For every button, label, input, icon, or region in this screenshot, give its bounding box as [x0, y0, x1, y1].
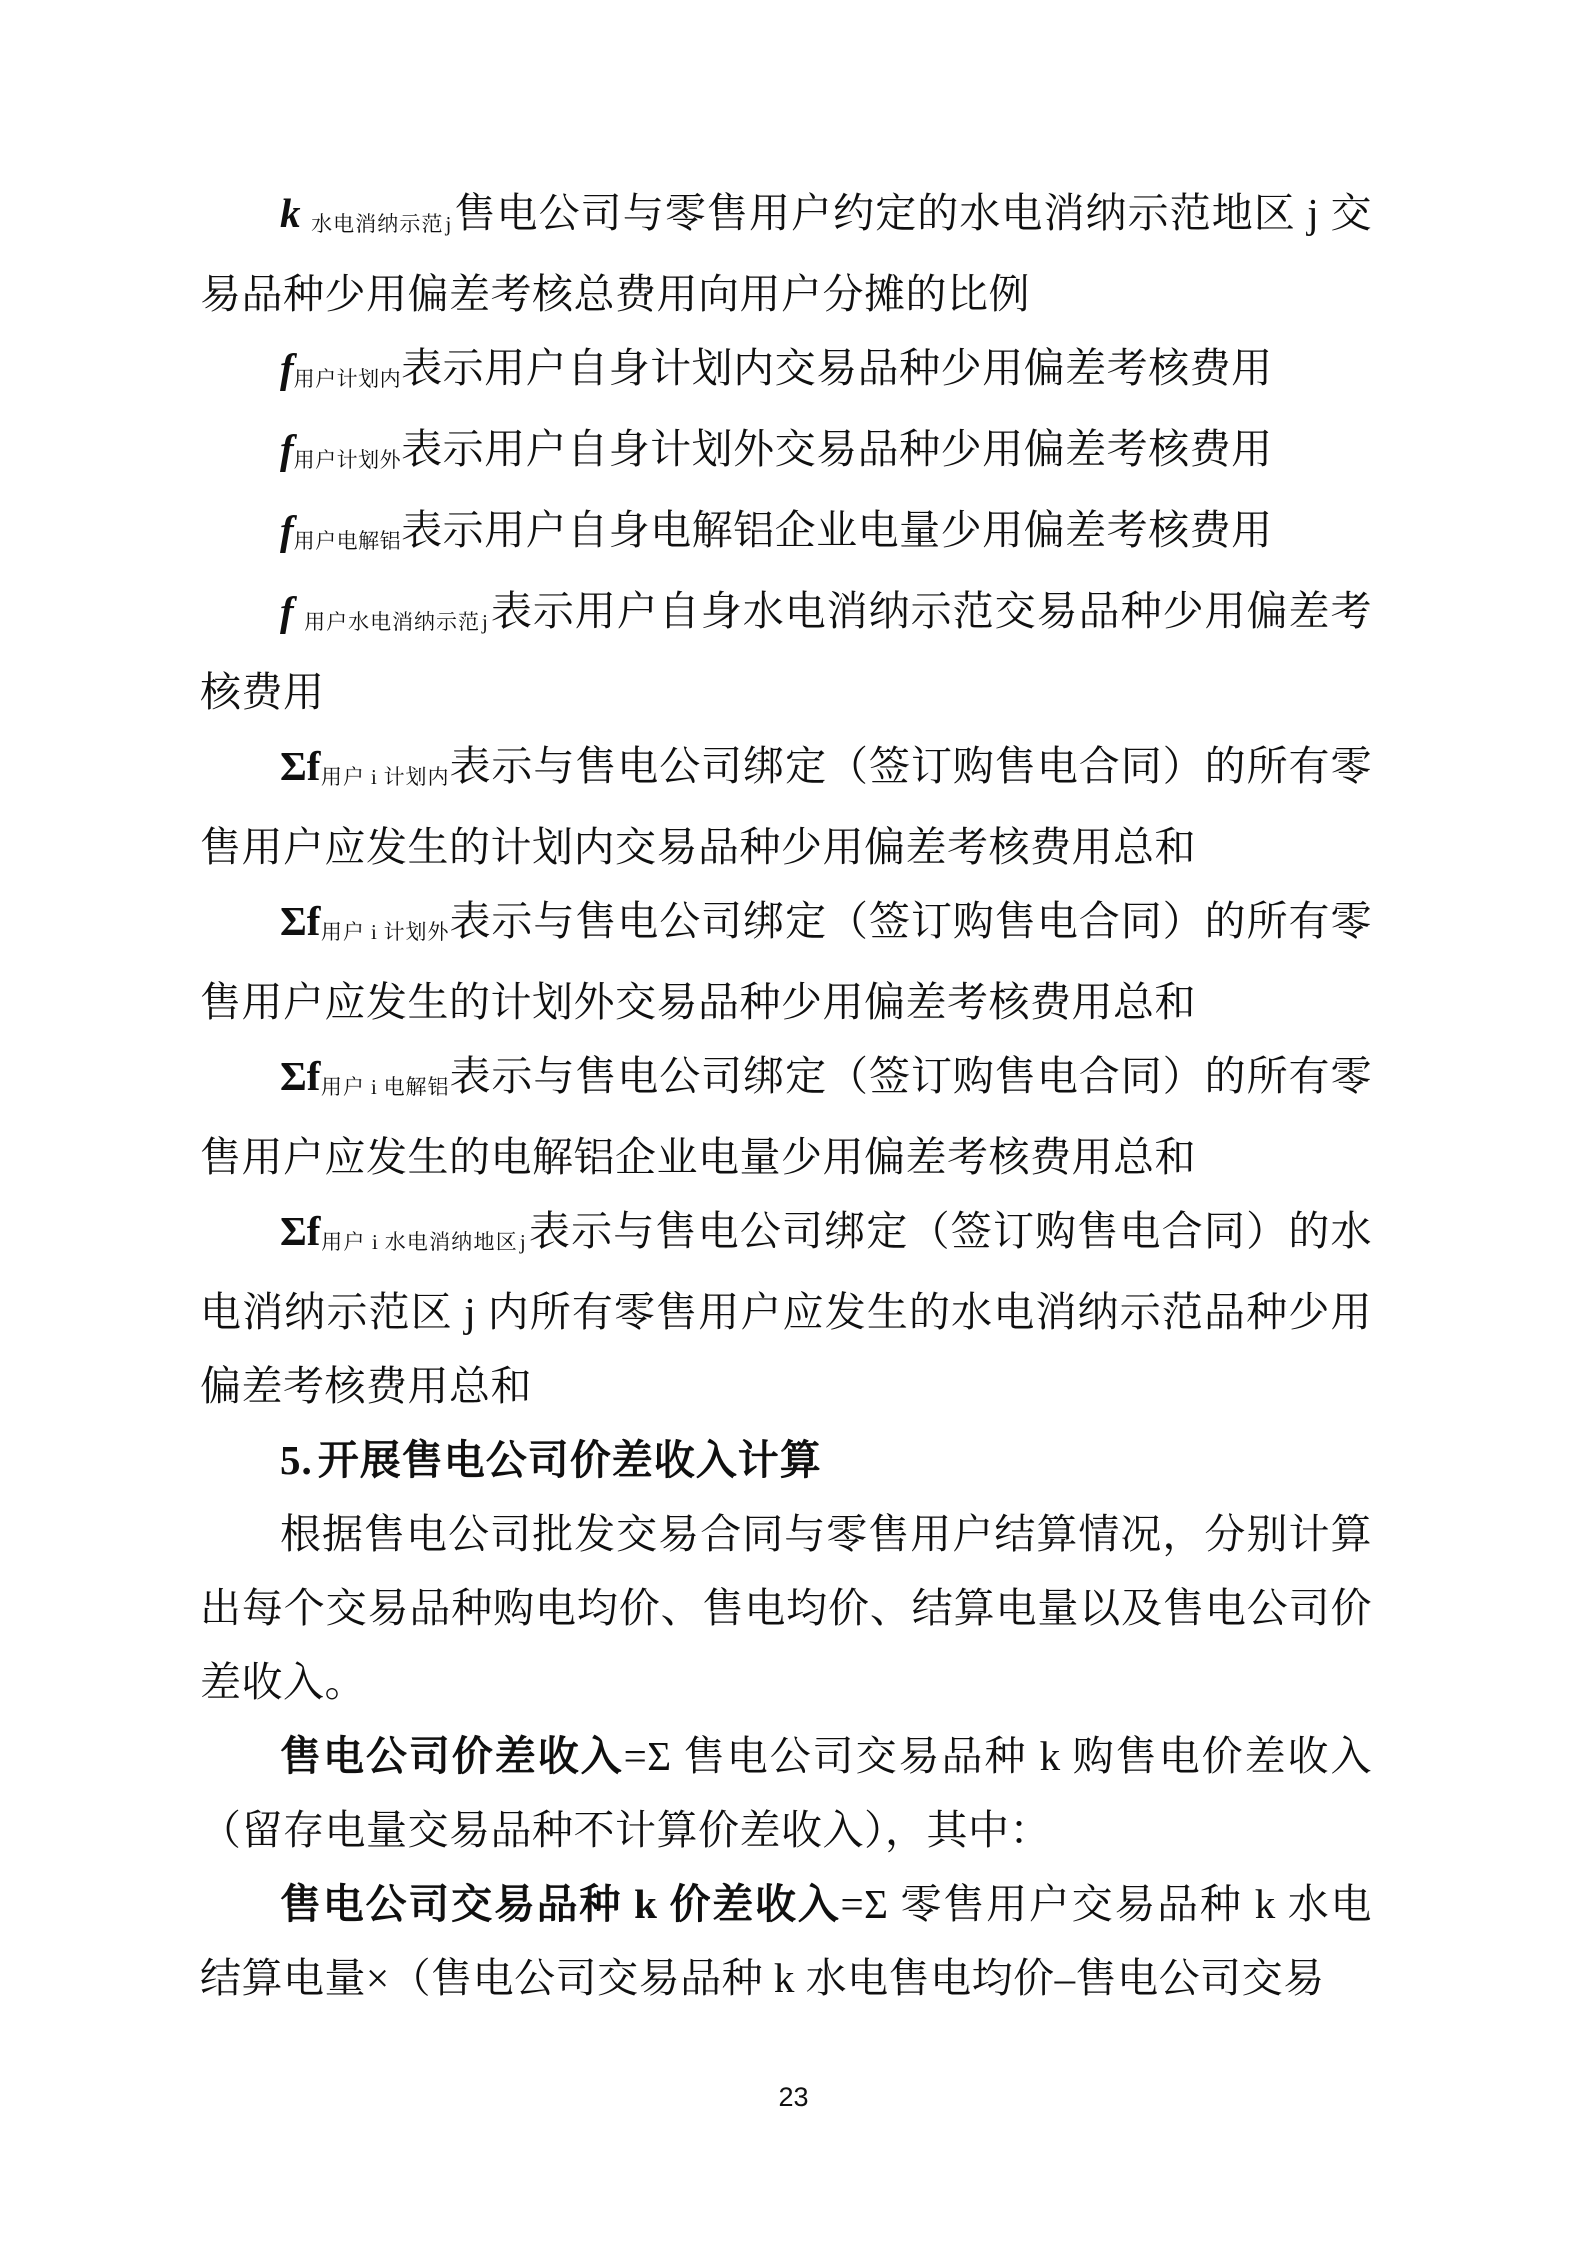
definition-description-f-4: 表示用户自身水电消纳示范交易品种少用偏差考核费用	[200, 588, 1373, 715]
variable-subscript-k-hydro: 水电消纳示范j	[310, 212, 452, 236]
variable-subscript-sigma-f-1: 用户 i 计划内	[320, 765, 450, 789]
page-number: 23	[778, 2082, 809, 2112]
definition-description-k-hydro: 售电公司与零售用户约定的水电消纳示范地区 j 交易品种少用偏差考核总费用向用户分摊的比例	[200, 190, 1373, 317]
formula-1-rest: =Σ 售电公司交易品种 k 购售电价差收入（留存电量交易品种不计算价差收入），其中：	[200, 1733, 1373, 1853]
formula-2-rest: =Σ 零售用户交易品种 k 水电结算电量×（售电公司交易品种 k 水电售电均价–售电公司交易	[200, 1881, 1372, 2001]
page-body	[200, 176, 1372, 2015]
variable-subscript-sigma-f-4: 用户 i 水电消纳地区j	[320, 1230, 527, 1254]
definition-description-sigma-f-4: 表示与售电公司绑定（签订购售电合同）的水电消纳示范区 j 内所有零售用户应发生的水电消纳示范品种少用偏差考核费用总和	[200, 1208, 1373, 1409]
formula-2-lead: 售电公司交易品种 k 价差收入	[280, 1881, 841, 1927]
variable-symbol-sigma-f-1: Σf	[280, 743, 321, 789]
formula-paragraph-2	[200, 1867, 1372, 2015]
formula-paragraph-1	[200, 1719, 1372, 1867]
definition-description-f-2: 表示用户自身计划外交易品种少用偏差考核费用	[401, 426, 1273, 472]
definition-entry-f-user-in-plan	[200, 331, 1372, 412]
definition-entry-f-user-out-plan	[200, 412, 1372, 493]
section-title: 开展售电公司价差收入计算	[317, 1437, 822, 1483]
definition-entry-f-user-hydro	[200, 574, 1372, 729]
section-number: 5.	[280, 1437, 313, 1483]
variable-subscript-f-1: 用户计划内	[293, 367, 402, 391]
definition-entry-sigma-hydro-region	[200, 1194, 1372, 1423]
definition-entry-f-user-aluminium	[200, 493, 1372, 574]
variable-symbol-sigma-f-4: Σf	[280, 1208, 321, 1254]
definition-description-sigma-f-3: 表示与售电公司绑定（签订购售电合同）的所有零售用户应发生的电解铝企业电量少用偏差考核费用总和	[200, 1053, 1373, 1180]
variable-subscript-f-4: 用户水电消纳示范j	[303, 610, 489, 634]
definition-description-sigma-f-2: 表示与售电公司绑定（签订购售电合同）的所有零售用户应发生的计划外交易品种少用偏差考核费用总和	[200, 898, 1373, 1025]
variable-symbol-f-4: f	[280, 588, 294, 634]
section-heading-5	[200, 1423, 1372, 1497]
section-intro-paragraph: 根据售电公司批发交易合同与零售用户结算情况，分别计算出每个交易品种购电均价、售电均价、结算电量以及售电公司价差收入。	[200, 1511, 1372, 1705]
variable-subscript-sigma-f-3: 用户 i 电解铝	[320, 1075, 450, 1099]
variable-symbol-f-1: f	[280, 345, 294, 391]
variable-subscript-sigma-f-2: 用户 i 计划外	[320, 920, 450, 944]
variable-subscript-f-2: 用户计划外	[293, 448, 402, 472]
variable-subscript-f-3: 用户电解铝	[293, 529, 402, 553]
variable-symbol-k: k	[280, 190, 301, 236]
formula-1-lead: 售电公司价差收入	[280, 1733, 624, 1779]
variable-symbol-f-3: f	[280, 507, 294, 553]
variable-symbol-f-2: f	[280, 426, 294, 472]
definition-entry-sigma-in-plan	[200, 729, 1372, 884]
variable-symbol-sigma-f-2: Σf	[280, 898, 321, 944]
definition-entry-k-hydro	[200, 176, 1372, 331]
definition-description-sigma-f-1: 表示与售电公司绑定（签订购售电合同）的所有零售用户应发生的计划内交易品种少用偏差考核费用总和	[200, 743, 1373, 870]
definition-entry-sigma-out-plan	[200, 884, 1372, 1039]
variable-symbol-sigma-f-3: Σf	[280, 1053, 321, 1099]
definition-entry-sigma-aluminium	[200, 1039, 1372, 1194]
definition-description-f-1: 表示用户自身计划内交易品种少用偏差考核费用	[401, 345, 1273, 391]
definition-description-f-3: 表示用户自身电解铝企业电量少用偏差考核费用	[401, 507, 1273, 553]
